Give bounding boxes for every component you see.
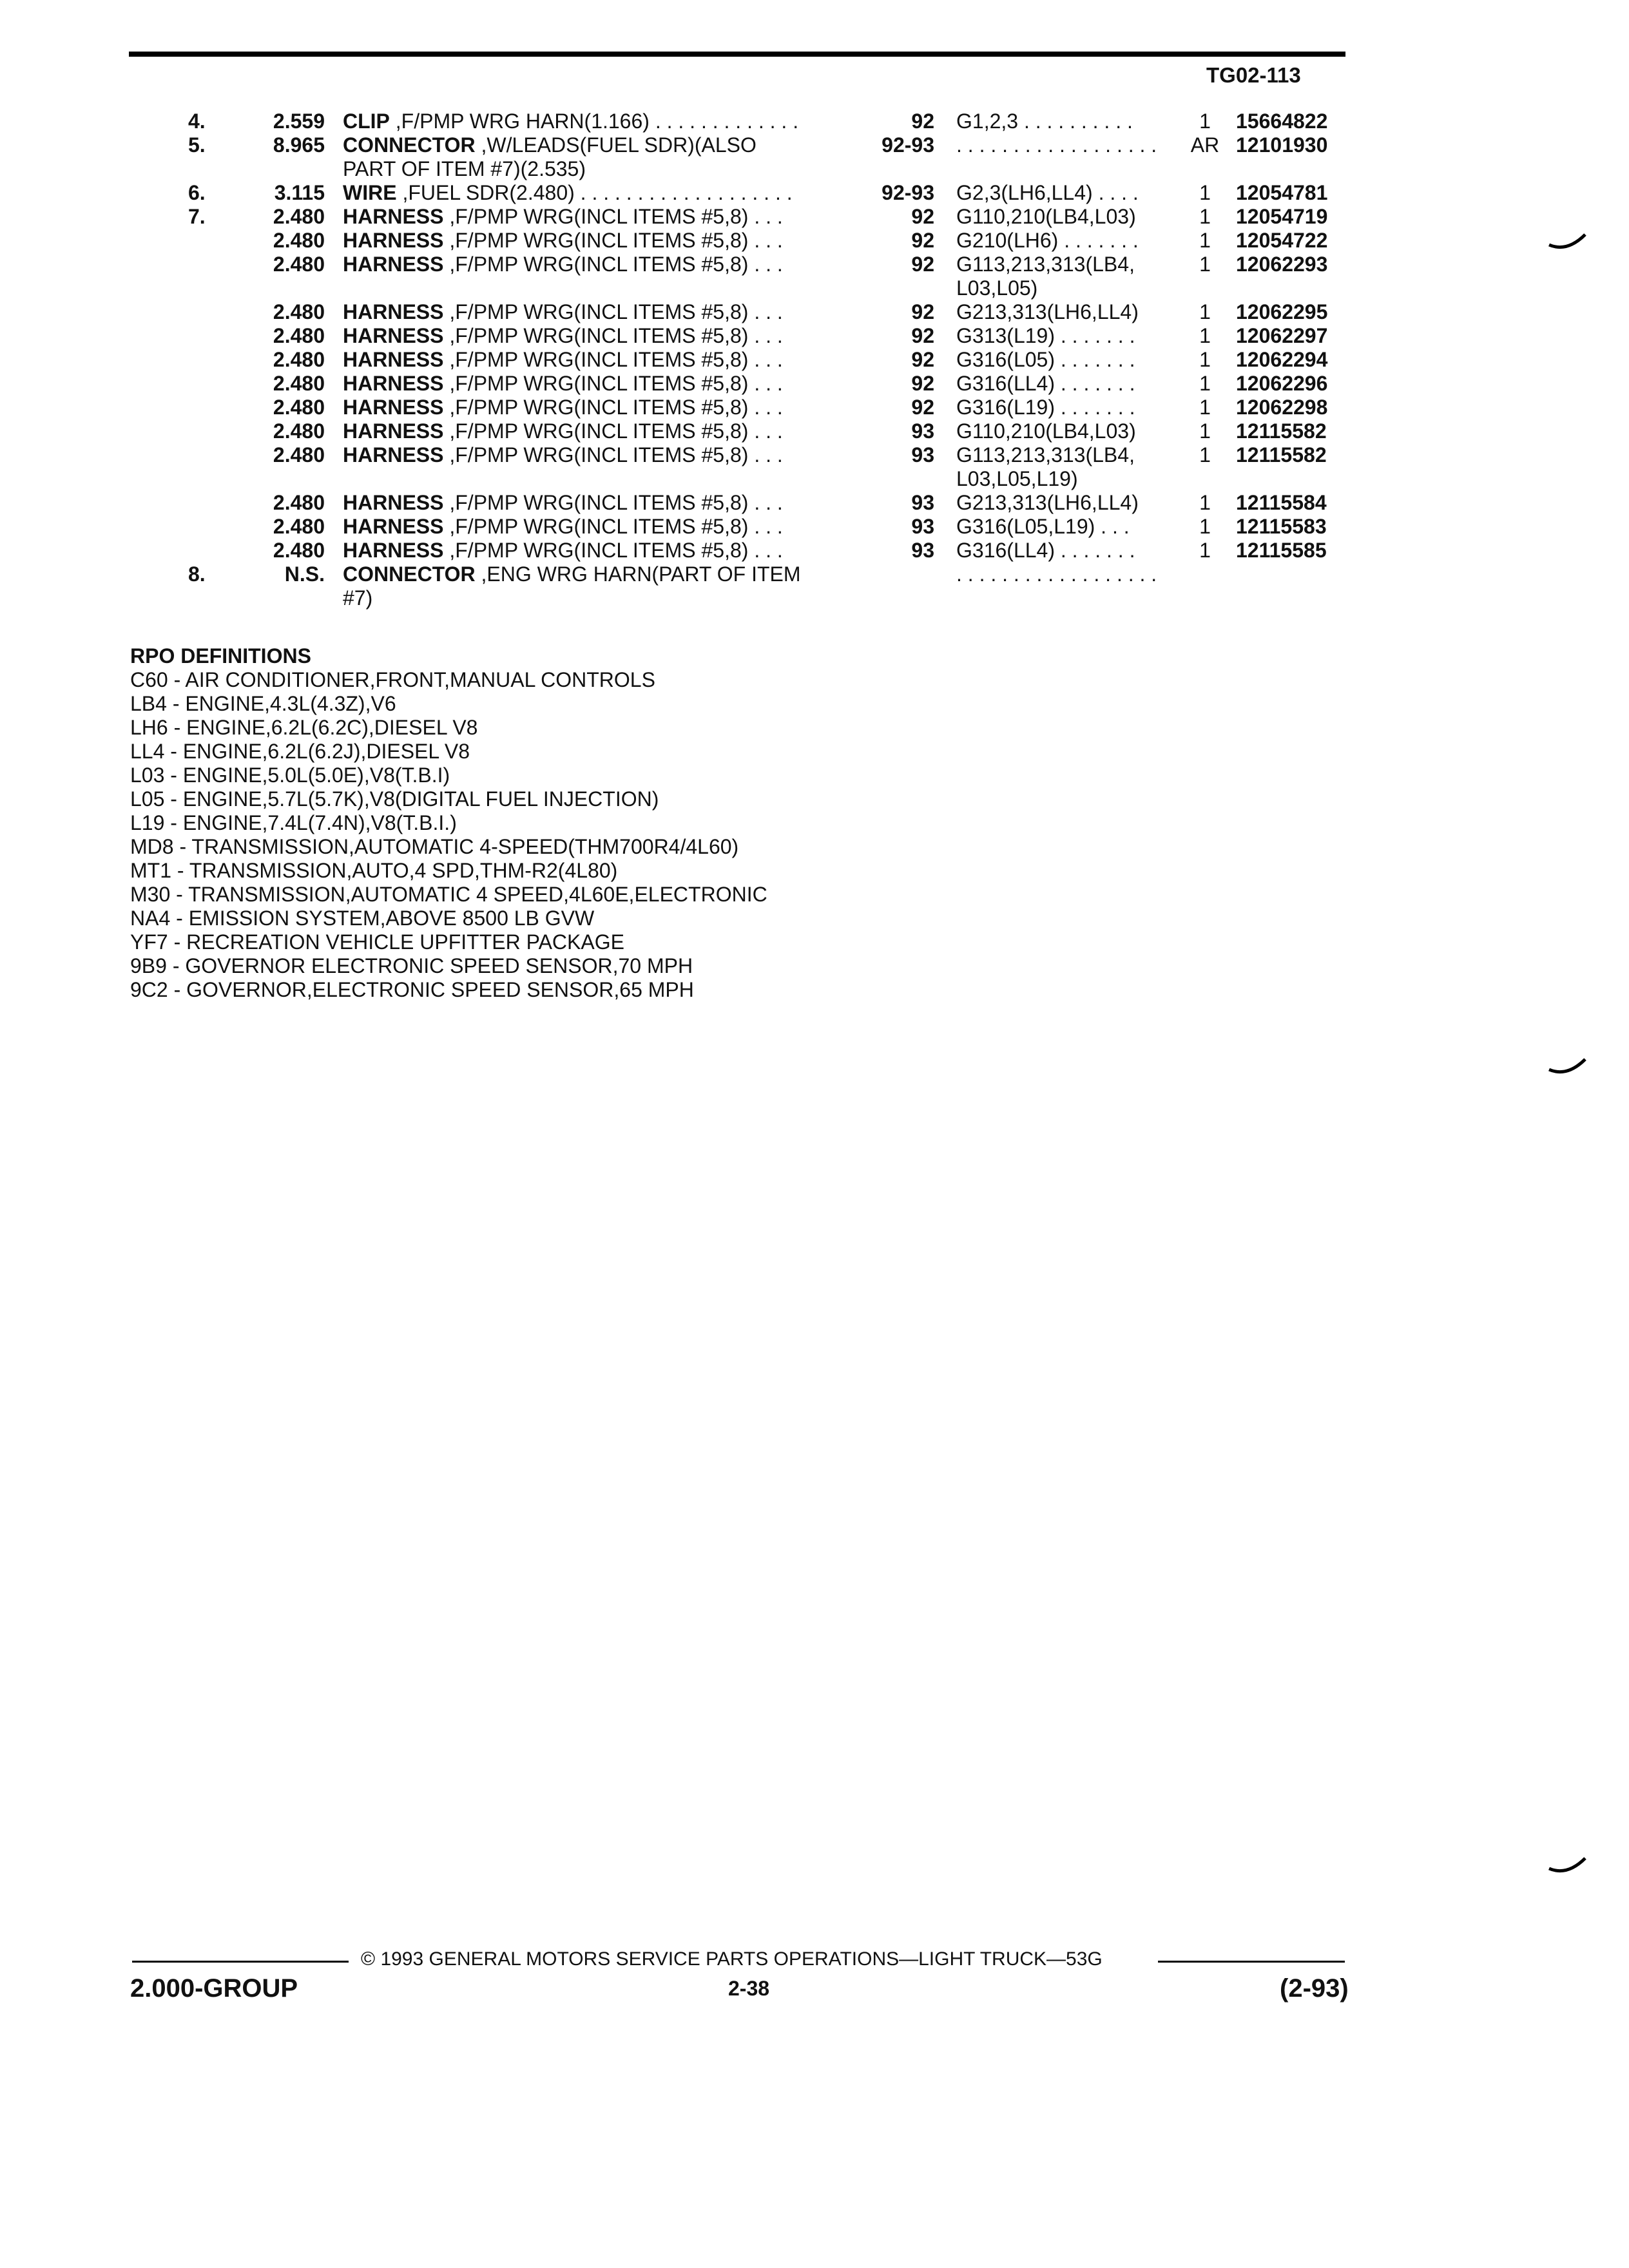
- quantity: 1: [1199, 419, 1211, 443]
- part-name: HARNESS: [343, 419, 444, 443]
- model-years: 92: [911, 300, 934, 323]
- model-codes: . . . . . . . . . . . . . . . . . .: [956, 562, 1157, 586]
- part-desc-text: ,F/PMP WRG(INCL ITEMS #5,8): [443, 253, 749, 276]
- quantity: 1: [1199, 348, 1211, 371]
- figure-number: 2.480: [273, 324, 325, 347]
- part-name: HARNESS: [343, 372, 444, 395]
- rpo-line: L05 - ENGINE,5.7L(5.7K),V8(DIGITAL FUEL INJECTION): [130, 787, 659, 811]
- part-description: [343, 133, 757, 157]
- model-years: 93: [911, 539, 934, 562]
- dot-leader: . . .: [748, 348, 783, 371]
- model-years: 93: [911, 419, 934, 443]
- rpo-line: YF7 - RECREATION VEHICLE UPFITTER PACKAGE: [130, 930, 624, 954]
- dot-leader: . . .: [748, 300, 783, 323]
- part-number: 12101930: [1236, 133, 1328, 157]
- figure-number: 2.480: [273, 491, 325, 514]
- model-codes: G313(L19) . . . . . . .: [956, 324, 1135, 347]
- part-number: 12054719: [1236, 205, 1328, 228]
- part-description: [343, 324, 783, 348]
- part-description: [343, 419, 783, 443]
- part-name: HARNESS: [343, 205, 444, 228]
- continuation-row: [0, 467, 1418, 491]
- figure-number: 2.480: [273, 300, 325, 323]
- part-description: [343, 491, 783, 515]
- part-number: 12054781: [1236, 181, 1328, 204]
- model-years: 92-93: [882, 181, 934, 204]
- part-number: 12115582: [1236, 443, 1327, 466]
- dot-leader: . . .: [748, 515, 783, 538]
- figure-number: 3.115: [274, 181, 325, 204]
- part-desc-text: ,F/PMP WRG(INCL ITEMS #5,8): [443, 396, 749, 419]
- part-number: 15664822: [1236, 110, 1328, 133]
- figure-number: 2.480: [273, 539, 325, 562]
- part-name: HARNESS: [343, 396, 444, 419]
- part-row: [0, 205, 1418, 229]
- model-years: 92: [911, 348, 934, 371]
- model-years: 93: [911, 443, 934, 466]
- models-continuation: L03,L05,L19): [956, 467, 1078, 490]
- model-codes: G110,210(LB4,L03): [956, 419, 1136, 443]
- binder-mark-icon: [1548, 232, 1586, 258]
- rpo-line: M30 - TRANSMISSION,AUTOMATIC 4 SPEED,4L60E,ELECTRONIC: [130, 883, 767, 906]
- model-years: 92-93: [882, 133, 934, 157]
- continuation-row: [0, 586, 1418, 610]
- rpo-line: NA4 - EMISSION SYSTEM,ABOVE 8500 LB GVW: [130, 907, 595, 930]
- quantity: 1: [1199, 205, 1211, 228]
- dot-leader: . . .: [748, 539, 783, 562]
- dot-leader: . . .: [748, 324, 783, 347]
- part-description: [343, 181, 793, 205]
- model-codes: G213,313(LH6,LL4): [956, 300, 1139, 323]
- figure-number: 2.480: [273, 396, 325, 419]
- footer-copyright: © 1993 GENERAL MOTORS SERVICE PARTS OPERATIONS—LIGHT TRUCK—53G: [361, 1948, 1103, 1970]
- description-continuation: #7): [343, 586, 373, 610]
- rpo-line: C60 - AIR CONDITIONER,FRONT,MANUAL CONTROLS: [130, 668, 655, 691]
- part-number: 12062296: [1236, 372, 1328, 395]
- part-desc-text: ,F/PMP WRG(INCL ITEMS #5,8): [443, 300, 749, 323]
- part-row: [0, 372, 1418, 396]
- continuation-row: [0, 276, 1418, 300]
- part-description: [343, 253, 783, 276]
- part-description: [343, 110, 798, 133]
- part-row: [0, 562, 1418, 586]
- model-years: 92: [911, 396, 934, 419]
- part-desc-text: ,FUEL SDR(2.480): [396, 181, 575, 204]
- figure-number: 2.480: [273, 229, 325, 252]
- model-years: 93: [911, 515, 934, 538]
- part-row: [0, 515, 1418, 539]
- part-desc-text: ,W/LEADS(FUEL SDR)(ALSO: [475, 133, 757, 157]
- part-number: 12115583: [1236, 515, 1327, 538]
- figure-number: 8.965: [273, 133, 325, 157]
- rpo-line: LH6 - ENGINE,6.2L(6.2C),DIESEL V8: [130, 716, 478, 739]
- part-row: [0, 253, 1418, 276]
- model-years: 92: [911, 253, 934, 276]
- page-number: 2-38: [728, 1977, 770, 2000]
- header-rule: [129, 52, 1345, 57]
- part-row: [0, 110, 1418, 133]
- dot-leader: . . . . . . . . . . . . . . . . . . .: [574, 181, 793, 204]
- part-number: 12062295: [1236, 300, 1328, 323]
- figure-number: 2.480: [273, 253, 325, 276]
- part-number: 12115584: [1236, 491, 1327, 514]
- part-description: [343, 396, 783, 419]
- rpo-definitions: [130, 644, 767, 1002]
- model-codes: G316(LL4) . . . . . . .: [956, 372, 1135, 395]
- part-name: HARNESS: [343, 539, 444, 562]
- model-codes: G316(L05) . . . . . . .: [956, 348, 1135, 371]
- part-row: [0, 181, 1418, 205]
- rpo-line: 9B9 - GOVERNOR ELECTRONIC SPEED SENSOR,70 MPH: [130, 954, 693, 977]
- part-row: [0, 300, 1418, 324]
- part-description: [343, 348, 783, 372]
- part-name: HARNESS: [343, 229, 444, 252]
- quantity: 1: [1199, 491, 1211, 514]
- part-description: [343, 443, 783, 467]
- part-desc-text: ,F/PMP WRG(INCL ITEMS #5,8): [443, 205, 749, 228]
- quantity: 1: [1199, 181, 1211, 204]
- model-years: 92: [911, 372, 934, 395]
- dot-leader: . . .: [748, 419, 783, 443]
- quantity: 1: [1199, 515, 1211, 538]
- rpo-line: MD8 - TRANSMISSION,AUTOMATIC 4-SPEED(THM700R4/4L60): [130, 835, 739, 858]
- item-number: 4.: [188, 110, 206, 133]
- part-row: [0, 491, 1418, 515]
- quantity: 1: [1199, 300, 1211, 323]
- part-number: 12062297: [1236, 324, 1328, 347]
- item-number: 7.: [188, 205, 206, 228]
- rpo-title: RPO DEFINITIONS: [130, 644, 311, 668]
- model-codes: G2,3(LH6,LL4) . . . .: [956, 181, 1139, 204]
- part-description: [343, 372, 783, 396]
- part-desc-text: ,F/PMP WRG(INCL ITEMS #5,8): [443, 348, 749, 371]
- part-desc-text: ,F/PMP WRG(INCL ITEMS #5,8): [443, 419, 749, 443]
- figure-number: 2.480: [273, 348, 325, 371]
- item-number: 5.: [188, 133, 206, 157]
- page-code: TG02-113: [1206, 63, 1301, 87]
- part-row: [0, 396, 1418, 419]
- part-desc-text: ,F/PMP WRG(INCL ITEMS #5,8): [443, 324, 749, 347]
- dot-leader: . . .: [748, 491, 783, 514]
- model-codes: G316(L05,L19) . . .: [956, 515, 1130, 538]
- part-number: 12062294: [1236, 348, 1328, 371]
- binder-mark-icon: [1548, 1057, 1586, 1082]
- figure-number: 2.559: [273, 110, 325, 133]
- quantity: 1: [1199, 229, 1211, 252]
- part-name: WIRE: [343, 181, 397, 204]
- part-row: [0, 229, 1418, 253]
- rpo-line: LB4 - ENGINE,4.3L(4.3Z),V6: [130, 692, 396, 715]
- footer-rule-right: [1158, 1961, 1345, 1963]
- part-desc-text: ,F/PMP WRG(INCL ITEMS #5,8): [443, 372, 749, 395]
- description-continuation: PART OF ITEM #7)(2.535): [343, 157, 586, 180]
- part-desc-text: ,F/PMP WRG(INCL ITEMS #5,8): [443, 491, 749, 514]
- model-years: 92: [911, 110, 934, 133]
- model-years: 92: [911, 205, 934, 228]
- model-codes: G110,210(LB4,L03): [956, 205, 1136, 228]
- model-codes: G113,213,313(LB4,: [956, 253, 1135, 276]
- quantity: AR: [1190, 133, 1220, 157]
- quantity: 1: [1199, 253, 1211, 276]
- part-name: HARNESS: [343, 443, 444, 466]
- quantity: 1: [1199, 110, 1211, 133]
- dot-leader: . . .: [748, 443, 783, 466]
- part-name: CONNECTOR: [343, 562, 476, 586]
- part-row: [0, 443, 1418, 467]
- footer-group: 2.000-GROUP: [130, 1974, 298, 2003]
- model-codes: G213,313(LH6,LL4): [956, 491, 1139, 514]
- figure-number: N.S.: [284, 562, 325, 586]
- rpo-line: MT1 - TRANSMISSION,AUTO,4 SPD,THM-R2(4L80): [130, 859, 618, 882]
- quantity: 1: [1199, 324, 1211, 347]
- part-number: 12115582: [1236, 419, 1327, 443]
- model-years: 93: [911, 491, 934, 514]
- dot-leader: . . . . . . . . . . . . .: [649, 110, 799, 133]
- part-desc-text: ,F/PMP WRG(INCL ITEMS #5,8): [443, 539, 749, 562]
- part-row: [0, 419, 1418, 443]
- models-continuation: L03,L05): [956, 276, 1038, 300]
- part-description: [343, 300, 783, 324]
- dot-leader: . . .: [748, 253, 783, 276]
- continuation-row: [0, 157, 1418, 181]
- part-desc-text: ,F/PMP WRG(INCL ITEMS #5,8): [443, 229, 749, 252]
- part-number: 12115585: [1236, 539, 1327, 562]
- model-codes: G1,2,3 . . . . . . . . . .: [956, 110, 1133, 133]
- part-desc-text: ,F/PMP WRG(INCL ITEMS #5,8): [443, 443, 749, 466]
- part-name: CONNECTOR: [343, 133, 476, 157]
- part-name: CLIP: [343, 110, 390, 133]
- part-name: HARNESS: [343, 324, 444, 347]
- part-number: 12054722: [1236, 229, 1328, 252]
- part-description: [343, 205, 783, 229]
- part-number: 12062293: [1236, 253, 1328, 276]
- quantity: 1: [1199, 539, 1211, 562]
- model-codes: G210(LH6) . . . . . . .: [956, 229, 1139, 252]
- quantity: 1: [1199, 443, 1211, 466]
- figure-number: 2.480: [273, 419, 325, 443]
- dot-leader: . . .: [748, 372, 783, 395]
- footer-rule-left: [132, 1961, 349, 1963]
- part-name: HARNESS: [343, 515, 444, 538]
- part-desc-text: ,ENG WRG HARN(PART OF ITEM: [475, 562, 801, 586]
- part-row: [0, 539, 1418, 562]
- figure-number: 2.480: [273, 443, 325, 466]
- item-number: 6.: [188, 181, 206, 204]
- model-codes: G316(L19) . . . . . . .: [956, 396, 1135, 419]
- part-row: [0, 348, 1418, 372]
- parts-list: [0, 110, 1418, 610]
- part-description: [343, 562, 801, 586]
- binder-mark-icon: [1548, 1856, 1586, 1881]
- rpo-line: LL4 - ENGINE,6.2L(6.2J),DIESEL V8: [130, 740, 470, 763]
- part-row: [0, 133, 1418, 157]
- part-description: [343, 229, 783, 253]
- figure-number: 2.480: [273, 205, 325, 228]
- part-number: 12062298: [1236, 396, 1328, 419]
- part-description: [343, 515, 783, 539]
- quantity: 1: [1199, 372, 1211, 395]
- figure-number: 2.480: [273, 515, 325, 538]
- quantity: 1: [1199, 396, 1211, 419]
- model-years: 92: [911, 229, 934, 252]
- part-name: HARNESS: [343, 348, 444, 371]
- part-name: HARNESS: [343, 491, 444, 514]
- model-years: 92: [911, 324, 934, 347]
- rpo-line: 9C2 - GOVERNOR,ELECTRONIC SPEED SENSOR,65 MPH: [130, 978, 694, 1001]
- item-number: 8.: [188, 562, 206, 586]
- rpo-line: L19 - ENGINE,7.4L(7.4N),V8(T.B.I.): [130, 811, 457, 834]
- part-name: HARNESS: [343, 300, 444, 323]
- dot-leader: . . .: [748, 396, 783, 419]
- part-name: HARNESS: [343, 253, 444, 276]
- figure-number: 2.480: [273, 372, 325, 395]
- model-codes: G316(LL4) . . . . . . .: [956, 539, 1135, 562]
- part-desc-text: ,F/PMP WRG HARN(1.166): [389, 110, 650, 133]
- model-codes: G113,213,313(LB4,: [956, 443, 1135, 466]
- part-desc-text: ,F/PMP WRG(INCL ITEMS #5,8): [443, 515, 749, 538]
- footer-date: (2-93): [1280, 1974, 1349, 2003]
- rpo-line: L03 - ENGINE,5.0L(5.0E),V8(T.B.I): [130, 764, 450, 787]
- dot-leader: . . .: [748, 205, 783, 228]
- part-description: [343, 539, 783, 562]
- dot-leader: . . .: [748, 229, 783, 252]
- model-codes: . . . . . . . . . . . . . . . . . .: [956, 133, 1157, 157]
- part-row: [0, 324, 1418, 348]
